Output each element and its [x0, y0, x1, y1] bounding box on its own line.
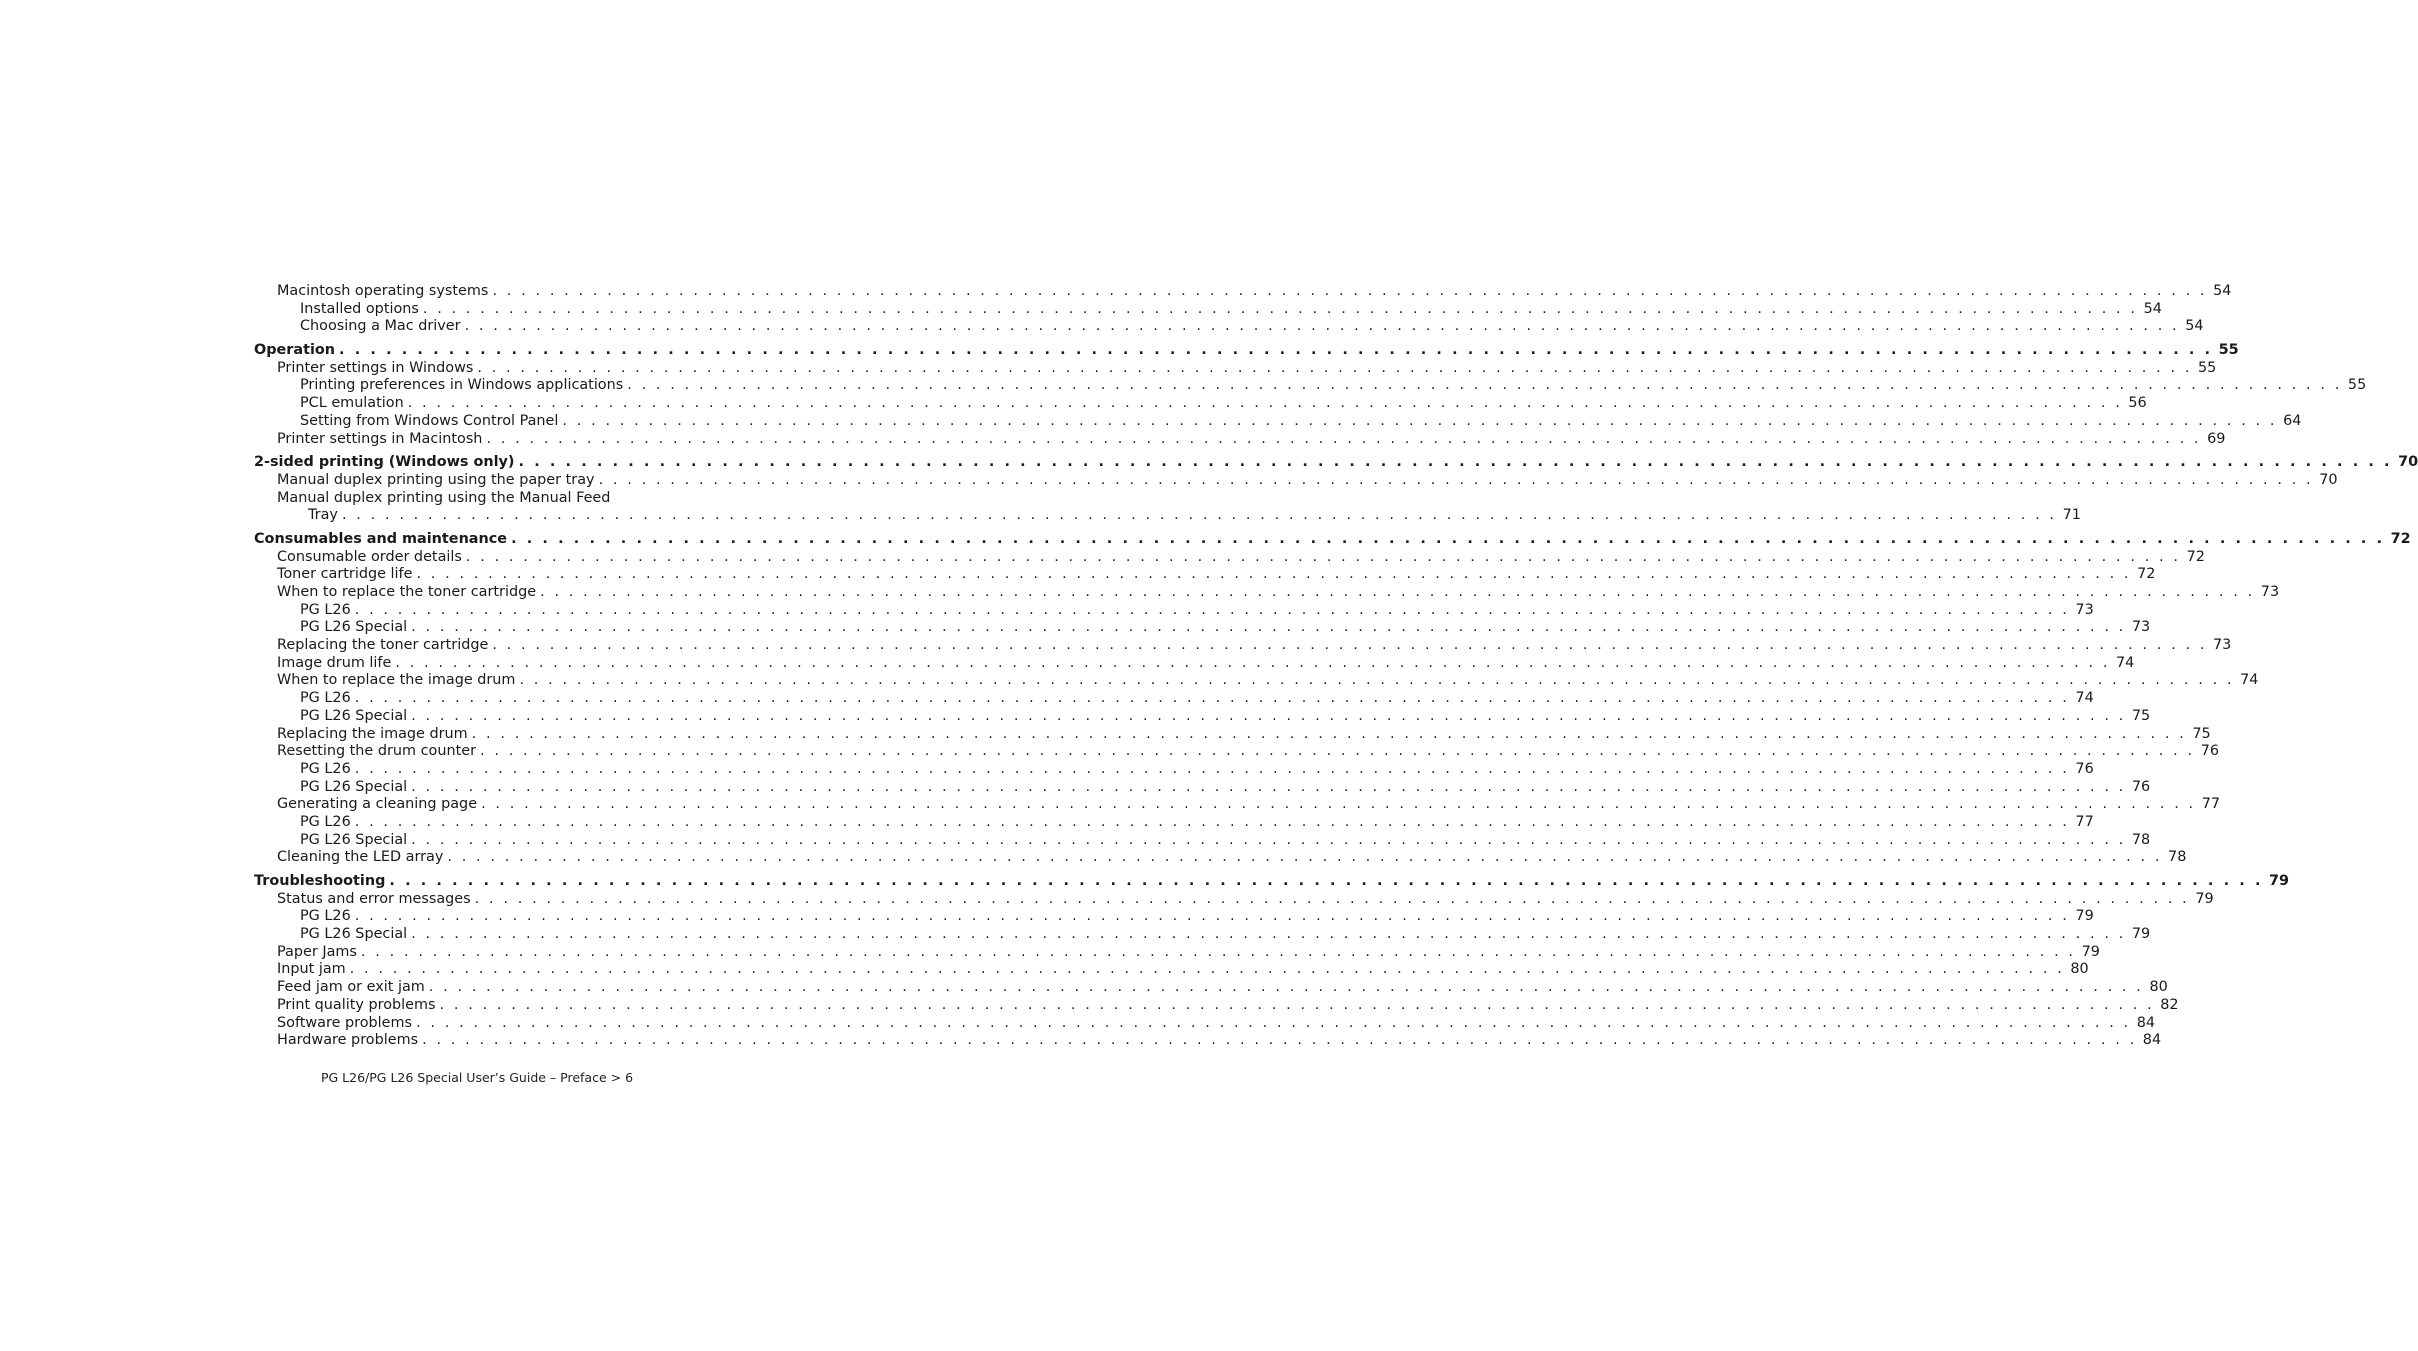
dot-leader: . . . . . . . . . . . . . . . . . . . . . . . . . . . . . . . . . . . . . . . . . . . . . . . . . . . . . . . . . . . . . . . . . . . . . . . . . . . . . . . . . . . . . . . . . . . . . . . . . . . . . . . . . . . . . . . . . . . . . . . .	[360, 943, 2076, 960]
toc-entry[interactable]	[254, 672, 2259, 690]
toc-entry-title: Consumable order details	[277, 548, 462, 565]
dot-leader: . . . . . . . . . . . . . . . . . . . . . . . . . . . . . . . . . . . . . . . . . . . . . . . . . . . . . . . . . . . . . . . . . . . . . . . . . . . . . . . . . . . . . . . . . . . . . . . . . . . . . . . . . . . . . . . . . . . . . . . .	[411, 707, 2126, 724]
toc-entry-title: When to replace the toner cartridge	[277, 584, 537, 600]
dot-leader: . . . . . . . . . . . . . . . . . . . . . . . . . . . . . . . . . . . . . . . . . . . . . . . . . . . . . . . . . . . . . . . . . . . . . . . . . . . . . . . . . . . . . . . . . . . . . . . . . . . . . . . . . . . . . . . . . . . . . . . .	[407, 395, 2123, 412]
toc-entry[interactable]	[254, 813, 2094, 832]
dot-leader: . . . . . . . . . . . . . . . . . . . . . . . . . . . . . . . . . . . . . . . . . . . . . . . . . . . . . . . . . . . . . . . . . . . . . . . . . . . . . . . . . . . . . . . . . . . . . . . . . . . . . . . . . . . . . . . . . . . . . . . .	[354, 760, 2070, 777]
toc-entry-page: 79	[2081, 943, 2100, 960]
toc-entry-page: 73	[2213, 637, 2232, 654]
toc-entry[interactable]	[254, 831, 2151, 850]
toc-entry-title: PG L26 Special	[300, 619, 408, 636]
dot-leader: . . . . . . . . . . . . . . . . . . . . . . . . . . . . . . . . . . . . . . . . . . . . . . . . . . . . . . . . . . . . . . . . . . . . . . . . . . . . . . . . . . . . . . . . . . . . . . . . . . . . . . . . . . . . . . . . . . . . . . . .	[354, 813, 2070, 830]
toc-entry-title: Operation	[254, 342, 336, 359]
toc-entry-page: 84	[2142, 1032, 2162, 1049]
toc-entry[interactable]	[254, 507, 2081, 525]
toc-entry-title: Generating a cleaning page	[277, 796, 478, 813]
toc-entry-title: When to replace the image drum	[277, 672, 516, 689]
toc-entry-page: 76	[2131, 778, 2151, 795]
toc-entry-page: 73	[2075, 601, 2094, 618]
toc-entry-page: 79	[2075, 908, 2094, 925]
toc-entry-page: 72	[2390, 530, 2411, 547]
toc-entry-title: Paper Jams	[277, 943, 357, 960]
dot-leader: . . . . . . . . . . . . . . . . . . . . . . . . . . . . . . . . . . . . . . . . . . . . . . . . . . . . . . . . . . . . . . . . . . . . . . . . . . . . . . . . . . . . . . . . . . . . . . . . . . . . . . . . . . . . . . . . . . . . . . . .	[439, 996, 2155, 1013]
toc-entry-page: 55	[2198, 359, 2217, 376]
toc-entry-title: PG L26	[300, 813, 351, 830]
toc-entry-title: PG L26 Special	[300, 778, 408, 795]
dot-leader: . . . . . . . . . . . . . . . . . . . . . . . . . . . . . . . . . . . . . . . . . . . . . . . . . . . . . . . . . . . . . . . . . . . . . . . . . . . . . . . . . . . . . . . . . . . . . . . . . . . . . . . . . . . . . . . . . . . . . . . .	[354, 690, 2070, 707]
toc-entry-title: PG L26	[300, 908, 351, 925]
dot-leader: . . . . . . . . . . . . . . . . . . . . . . . . . . . . . . . . . . . . . . . . . . . . . . . . . . . . . . . . . . . . . . . . . . . . . . . . . . . . . . . . . . . . . . . . . . . . . . . . . . . . . . . . . . . . . . . . . . . . . . . .	[480, 743, 2195, 760]
toc-entry-page: 84	[2136, 1014, 2156, 1031]
toc-entry-page: 56	[2128, 395, 2147, 412]
toc-entry-title: Toner cartridge life	[277, 566, 413, 583]
toc-entry-title: Status and error messages	[277, 890, 471, 907]
dot-leader: . . . . . . . . . . . . . . . . . . . . . . . . . . . . . . . . . . . . . . . . . . . . . . . . . . . . . . . . . . . . . . . . . . . . . . . . . . . . . . . . . . . . . . . . . . . . . . . . . . . . . . . . . . . . . . . . . . . . . . . .	[627, 377, 2342, 394]
toc-entry-title: Printer settings in Windows	[277, 359, 474, 376]
toc-entry-title: PG L26	[300, 760, 351, 777]
dot-leader: . . . . . . . . . . . . . . . . . . . . . . . . . . . . . . . . . . . . . . . . . . . . . . . . . . . . . . . . . . . . . . . . . . . . . . . . . . . . . . . . . . . . . . . . . . . . . . . . . . . . . . . . . . . . . . . . . . . . . . . .	[354, 601, 2070, 618]
toc-entry[interactable]	[254, 342, 2239, 360]
toc-entry-page: 54	[2185, 318, 2204, 335]
dot-leader: . . . . . . . . . . . . . . . . . . . . . . . . . . . . . . . . . . . . . . . . . . . . . . . . . . . . . . . . . . . . . . . . . . . . . . . . . . . . . . . . . . . . . . . . . . . . . . . . . . . . . . . . . . . . . . . . . . . . . . . .	[428, 979, 2144, 996]
toc-entry[interactable]	[254, 283, 2232, 301]
table-of-contents	[254, 283, 2418, 1050]
toc-entry-page: 64	[2283, 412, 2302, 429]
toc-entry[interactable]	[254, 395, 2147, 413]
dot-leader: . . . . . . . . . . . . . . . . . . . . . . . . . . . . . . . . . . . . . . . . . . . . . . . . . . . . . . . . . . . . . . . . . . . . . . . . . . . . . . . . . . . . . . . . . . . . . . . . . . . . . . . . . . . . . . . . . . . . . . . .	[411, 926, 2126, 943]
dot-leader: . . . . . . . . . . . . . . . . . . . . . . . . . . . . . . . . . . . . . . . . . . . . . . . . . . . . . . . . . . . . . . . . . . . . . . . . . . . . . . . . . . . . . . . . . . . . . . . . . . . . . . . . . . . . . . . . . . . . . . . .	[471, 725, 2187, 742]
toc-entry-page: 54	[2213, 283, 2232, 299]
toc-entry-title: PG L26 Special	[300, 831, 408, 848]
toc-entry-title: Consumables and maintenance	[254, 530, 508, 547]
toc-entry[interactable]	[254, 979, 2168, 997]
toc-entry[interactable]	[254, 725, 2211, 744]
toc-entry[interactable]	[254, 412, 2302, 431]
toc-entry-page: 76	[2200, 743, 2219, 760]
toc-entry-page: 77	[2075, 813, 2094, 830]
toc-entry[interactable]	[254, 996, 2179, 1015]
toc-entry[interactable]	[254, 926, 2151, 944]
toc-entry-page: 75	[2131, 707, 2151, 724]
toc-entry-page: 74	[2075, 690, 2094, 707]
toc-entry[interactable]	[254, 943, 2100, 962]
toc-entry[interactable]	[254, 318, 2204, 336]
toc-entry-title: Troubleshooting	[254, 873, 386, 889]
toc-entry-page: 74	[2116, 654, 2135, 671]
dot-leader: . . . . . . . . . . . . . . . . . . . . . . . . . . . . . . . . . . . . . . . . . . . . . . . . . . . . . . . . . . . . . . . . . . . . . . . . . . . . . . . . . . . . . . . . . . . . . . . . . . . . . . . . . . . . . . . . . . . . . . . .	[349, 961, 2065, 978]
toc-entry-title: Print quality problems	[277, 996, 436, 1013]
toc-entry-page: 72	[2186, 548, 2205, 565]
toc-entry-title: PCL emulation	[300, 395, 404, 412]
toc-entry[interactable]	[254, 471, 2338, 490]
toc-entry-page: 79	[2131, 926, 2151, 943]
toc-entry-page: 75	[2192, 725, 2211, 742]
dot-leader: . . . . . . . . . . . . . . . . . . . . . . . . . . . . . . . . . . . . . . . . . . . . . . . . . . . . . . . . . . . . . . . . . . . . . . . . . . . . . . . . . . . . . . . . . . . . . . . . . . . . . . . . . . . . . . . . . . . . . . . .	[411, 619, 2126, 636]
dot-leader: . . . . . . . . . . . . . . . . . . . . . . . . . . . . . . . . . . . . . . . . . . . . . . . . . . . . . . . . . . . . . . . . . . . . . . . . . . . . . . . . . . . . . . . . . . . . . . . . . . . . . . . . . . . . . . . . . . . . . . . .	[339, 342, 2213, 359]
toc-entry[interactable]	[254, 654, 2135, 673]
dot-leader: . . . . . . . . . . . . . . . . . . . . . . . . . . . . . . . . . . . . . . . . . . . . . . . . . . . . . . . . . . . . . . . . . . . . . . . . . . . . . . . . . . . . . . . . . . . . . . . . . . . . . . . . . . . . . . . . . . . . . . . .	[447, 849, 2163, 866]
dot-leader: . . . . . . . . . . . . . . . . . . . . . . . . . . . . . . . . . . . . . . . . . . . . . . . . . . . . . . . . . . . . . . . . . . . . . . . . . . . . . . . . . . . . . . . . . . . . . . . . . . . . . . . . . . . . . . . . . . . . . . . .	[511, 530, 2385, 547]
toc-entry-title: Printing preferences in Windows applications	[300, 377, 624, 394]
toc-entry[interactable]	[254, 961, 2089, 979]
toc-entry-title: Input jam	[277, 961, 346, 978]
toc-entry-title: Tray	[308, 507, 338, 524]
toc-entry-page: 73	[2260, 584, 2280, 600]
toc-entry[interactable]	[254, 619, 2151, 637]
toc-entry[interactable]	[254, 566, 2156, 584]
toc-entry-title: PG L26	[300, 601, 351, 618]
toc-entry[interactable]	[254, 637, 2232, 655]
toc-entry-page: 80	[2149, 979, 2168, 996]
toc-entry-page: 76	[2075, 760, 2094, 777]
dot-leader: . . . . . . . . . . . . . . . . . . . . . . . . . . . . . . . . . . . . . . . . . . . . . . . . . . . . . . . . . . . . . . . . . . . . . . . . . . . . . . . . . . . . . . . . . . . . . . . . . . . . . . . . . . . . . . . . . . . . . . . .	[411, 831, 2126, 848]
dot-leader: . . . . . . . . . . . . . . . . . . . . . . . . . . . . . . . . . . . . . . . . . . . . . . . . . . . . . . . . . . . . . . . . . . . . . . . . . . . . . . . . . . . . . . . . . . . . . . . . . . . . . . . . . . . . . . . . . . . . . . . .	[416, 566, 2132, 583]
toc-entry-page: 70	[2398, 454, 2418, 471]
page-footer: PG L26/PG L26 Special User’s Guide – Preface > 6	[320, 1070, 634, 1085]
toc-entry[interactable]	[254, 1032, 2162, 1050]
toc-entry-title: Resetting the drum counter	[277, 743, 476, 760]
toc-entry-page: 73	[2131, 619, 2151, 636]
toc-entry-page: 54	[2143, 300, 2162, 317]
toc-entry-page: 74	[2240, 672, 2259, 689]
toc-entry-page: 82	[2160, 996, 2179, 1013]
dot-leader: . . . . . . . . . . . . . . . . . . . . . . . . . . . . . . . . . . . . . . . . . . . . . . . . . . . . . . . . . . . . . . . . . . . . . . . . . . . . . . . . . . . . . . . . . . . . . . . . . . . . . . . . . . . . . . . . . . . . . . . .	[395, 654, 2111, 671]
dot-leader: . . . . . . . . . . . . . . . . . . . . . . . . . . . . . . . . . . . . . . . . . . . . . . . . . . . . . . . . . . . . . . . . . . . . . . . . . . . . . . . . . . . . . . . . . . . . . . . . . . . . . . . . . . . . . . . . . . . . . . . .	[422, 300, 2138, 317]
toc-entry-title: Replacing the toner cartridge	[277, 637, 489, 654]
toc-entry[interactable]	[254, 796, 2221, 814]
toc-entry-title: Installed options	[300, 300, 419, 317]
toc-entry[interactable]	[254, 778, 2151, 797]
toc-entry-page: 80	[2070, 961, 2089, 978]
toc-entry-title: Cleaning the LED array	[277, 849, 444, 866]
toc-entry[interactable]	[254, 760, 2094, 779]
toc-entry-title: Manual duplex printing using the paper tray	[277, 471, 595, 488]
toc-entry-page: 77	[2201, 796, 2221, 813]
toc-entry[interactable]	[254, 530, 2411, 549]
toc-entry[interactable]	[254, 601, 2094, 620]
toc-entry[interactable]	[254, 430, 2226, 449]
toc-entry[interactable]	[254, 890, 2214, 909]
toc-entry-page: 69	[2207, 430, 2226, 447]
toc-entry-page: 72	[2137, 566, 2156, 583]
toc-entry-title: 2-sided printing (Windows only)	[254, 454, 515, 471]
toc-entry-title: Feed jam or exit jam	[277, 979, 425, 996]
toc-entry[interactable]	[254, 377, 2367, 395]
toc-entry[interactable]	[254, 743, 2219, 761]
toc-entry-title: Replacing the image drum	[277, 725, 468, 742]
toc-entry-page: 55	[2347, 377, 2367, 394]
dot-leader: . . . . . . . . . . . . . . . . . . . . . . . . . . . . . . . . . . . . . . . . . . . . . . . . . . . . . . . . . . . . . . . . . . . . . . . . . . . . . . . . . . . . . . . . . . . . . . . . . . . . . . . . . . . . . . . . . . . . . . . .	[486, 430, 2202, 447]
dot-leader: . . . . . . . . . . . . . . . . . . . . . . . . . . . . . . . . . . . . . . . . . . . . . . . . . . . . . . . . . . . . . . . . . . . . . . . . . . . . . . . . . . . . . . . . . . . . . . . . . . . . . . . . . . . . . . . . . . . . . . . .	[519, 672, 2235, 689]
toc-entry-page: 78	[2168, 849, 2187, 866]
toc-entry-title: PG L26	[300, 690, 351, 707]
dot-leader: . . . . . . . . . . . . . . . . . . . . . . . . . . . . . . . . . . . . . . . . . . . . . . . . . . . . . . . . . . . . . . . . . . . . . . . . . . . . . . . . . . . . . . . . . . . . . . . . . . . . . . . . . . . . . . . . . . . . . . . .	[492, 283, 2208, 299]
toc-entry[interactable]	[254, 584, 2280, 602]
toc-entry-title: Macintosh operating systems	[277, 283, 489, 299]
toc-entry[interactable]	[254, 359, 2217, 378]
toc-entry-page: 78	[2131, 831, 2151, 848]
toc-entry-title: Printer settings in Macintosh	[277, 430, 483, 447]
toc-entry[interactable]	[254, 454, 2418, 472]
toc-entry-title: Choosing a Mac driver	[300, 318, 461, 335]
dot-leader: . . . . . . . . . . . . . . . . . . . . . . . . . . . . . . . . . . . . . . . . . . . . . . . . . . . . . . . . . . . . . . . . . . . . . . . . . . . . . . . . . . . . . . . . . . . . . . . . . . . . . . . . . . . . . . . . . . . . . . . .	[464, 318, 2180, 335]
toc-entry-page: 79	[2195, 890, 2214, 907]
toc-entry-title[interactable]: Manual duplex printing using the Manual Feed	[277, 489, 611, 506]
dot-leader: . . . . . . . . . . . . . . . . . . . . . . . . . . . . . . . . . . . . . . . . . . . . . . . . . . . . . . . . . . . . . . . . . . . . . . . . . . . . . . . . . . . . . . . . . . . . . . . . . . . . . . . . . . . . . . . . . . . . . . . .	[562, 412, 2278, 429]
dot-leader: . . . . . . . . . . . . . . . . . . . . . . . . . . . . . . . . . . . . . . . . . . . . . . . . . . . . . . . . . . . . . . . . . . . . . . . . . . . . . . . . . . . . . . . . . . . . . . . . . . . . . . . . . . . . . . . . . . . . . . . .	[598, 471, 2314, 488]
dot-leader: . . . . . . . . . . . . . . . . . . . . . . . . . . . . . . . . . . . . . . . . . . . . . . . . . . . . . . . . . . . . . . . . . . . . . . . . . . . . . . . . . . . . . . . . . . . . . . . . . . . . . . . . . . . . . . . . . . . . . . . .	[354, 908, 2070, 925]
toc-entry[interactable]	[254, 548, 2205, 567]
toc-entry[interactable]	[254, 849, 2187, 867]
dot-leader: . . . . . . . . . . . . . . . . . . . . . . . . . . . . . . . . . . . . . . . . . . . . . . . . . . . . . . . . . . . . . . . . . . . . . . . . . . . . . . . . . . . . . . . . . . . . . . . . . . . . . . . . . . . . . . . . . . . . . . . .	[341, 507, 2057, 524]
dot-leader: . . . . . . . . . . . . . . . . . . . . . . . . . . . . . . . . . . . . . . . . . . . . . . . . . . . . . . . . . . . . . . . . . . . . . . . . . . . . . . . . . . . . . . . . . . . . . . . . . . . . . . . . . . . . . . . . . . . . . . . .	[465, 548, 2181, 565]
toc-entry-title: PG L26 Special	[300, 707, 408, 724]
toc-entry-page: 71	[2062, 507, 2081, 524]
toc-entry[interactable]	[254, 908, 2094, 926]
toc-entry-title: Setting from Windows Control Panel	[300, 412, 559, 429]
toc-entry-title: Image drum life	[277, 654, 392, 671]
dot-leader: . . . . . . . . . . . . . . . . . . . . . . . . . . . . . . . . . . . . . . . . . . . . . . . . . . . . . . . . . . . . . . . . . . . . . . . . . . . . . . . . . . . . . . . . . . . . . . . . . . . . . . . . . . . . . . . . . . . . . . . .	[411, 778, 2126, 795]
dot-leader: . . . . . . . . . . . . . . . . . . . . . . . . . . . . . . . . . . . . . . . . . . . . . . . . . . . . . . . . . . . . . . . . . . . . . . . . . . . . . . . . . . . . . . . . . . . . . . . . . . . . . . . . . . . . . . . . . . . . . . . .	[481, 796, 2196, 813]
dot-leader: . . . . . . . . . . . . . . . . . . . . . . . . . . . . . . . . . . . . . . . . . . . . . . . . . . . . . . . . . . . . . . . . . . . . . . . . . . . . . . . . . . . . . . . . . . . . . . . . . . . . . . . . . . . . . . . . . . . . . . . .	[422, 1032, 2137, 1049]
toc-entry[interactable]	[254, 690, 2094, 708]
dot-leader: . . . . . . . . . . . . . . . . . . . . . . . . . . . . . . . . . . . . . . . . . . . . . . . . . . . . . . . . . . . . . . . . . . . . . . . . . . . . . . . . . . . . . . . . . . . . . . . . . . . . . . . . . . . . . . . . . . . . . . . .	[474, 890, 2190, 907]
toc-entry[interactable]	[254, 300, 2162, 319]
dot-leader: . . . . . . . . . . . . . . . . . . . . . . . . . . . . . . . . . . . . . . . . . . . . . . . . . . . . . . . . . . . . . . . . . . . . . . . . . . . . . . . . . . . . . . . . . . . . . . . . . . . . . . . . . . . . . . . . . . . . . . . .	[416, 1014, 2131, 1031]
toc-entry-page: 55	[2218, 342, 2239, 359]
dot-leader: . . . . . . . . . . . . . . . . . . . . . . . . . . . . . . . . . . . . . . . . . . . . . . . . . . . . . . . . . . . . . . . . . . . . . . . . . . . . . . . . . . . . . . . . . . . . . . . . . . . . . . . . . . . . . . . . . . . . . . . .	[492, 637, 2208, 654]
toc-entry[interactable]	[254, 1014, 2156, 1033]
toc-entry-title: PG L26 Special	[300, 926, 408, 943]
toc-entry-page: 79	[2269, 873, 2290, 889]
toc-entry-page: 70	[2319, 471, 2338, 488]
dot-leader: . . . . . . . . . . . . . . . . . . . . . . . . . . . . . . . . . . . . . . . . . . . . . . . . . . . . . . . . . . . . . . . . . . . . . . . . . . . . . . . . . . . . . . . . . . . . . . . . . . . . . . . . . . . . . . . . . . . . . . . .	[540, 584, 2255, 600]
dot-leader: . . . . . . . . . . . . . . . . . . . . . . . . . . . . . . . . . . . . . . . . . . . . . . . . . . . . . . . . . . . . . . . . . . . . . . . . . . . . . . . . . . . . . . . . . . . . . . . . . . . . . . . . . . . . . . . . . . . . . . . .	[477, 359, 2193, 376]
dot-leader: . . . . . . . . . . . . . . . . . . . . . . . . . . . . . . . . . . . . . . . . . . . . . . . . . . . . . . . . . . . . . . . . . . . . . . . . . . . . . . . . . . . . . . . . . . . . . . . . . . . . . . . . . . . . . . . . . . . . . . . .	[389, 873, 2264, 889]
toc-entry-title: Hardware problems	[277, 1032, 419, 1049]
dot-leader: . . . . . . . . . . . . . . . . . . . . . . . . . . . . . . . . . . . . . . . . . . . . . . . . . . . . . . . . . . . . . . . . . . . . . . . . . . . . . . . . . . . . . . . . . . . . . . . . . . . . . . . . . . . . . . . . . . . . . . . .	[518, 454, 2393, 471]
toc-entry[interactable]	[254, 873, 2290, 891]
toc-entry-title: Software problems	[277, 1014, 413, 1031]
toc-entry[interactable]	[254, 707, 2151, 726]
